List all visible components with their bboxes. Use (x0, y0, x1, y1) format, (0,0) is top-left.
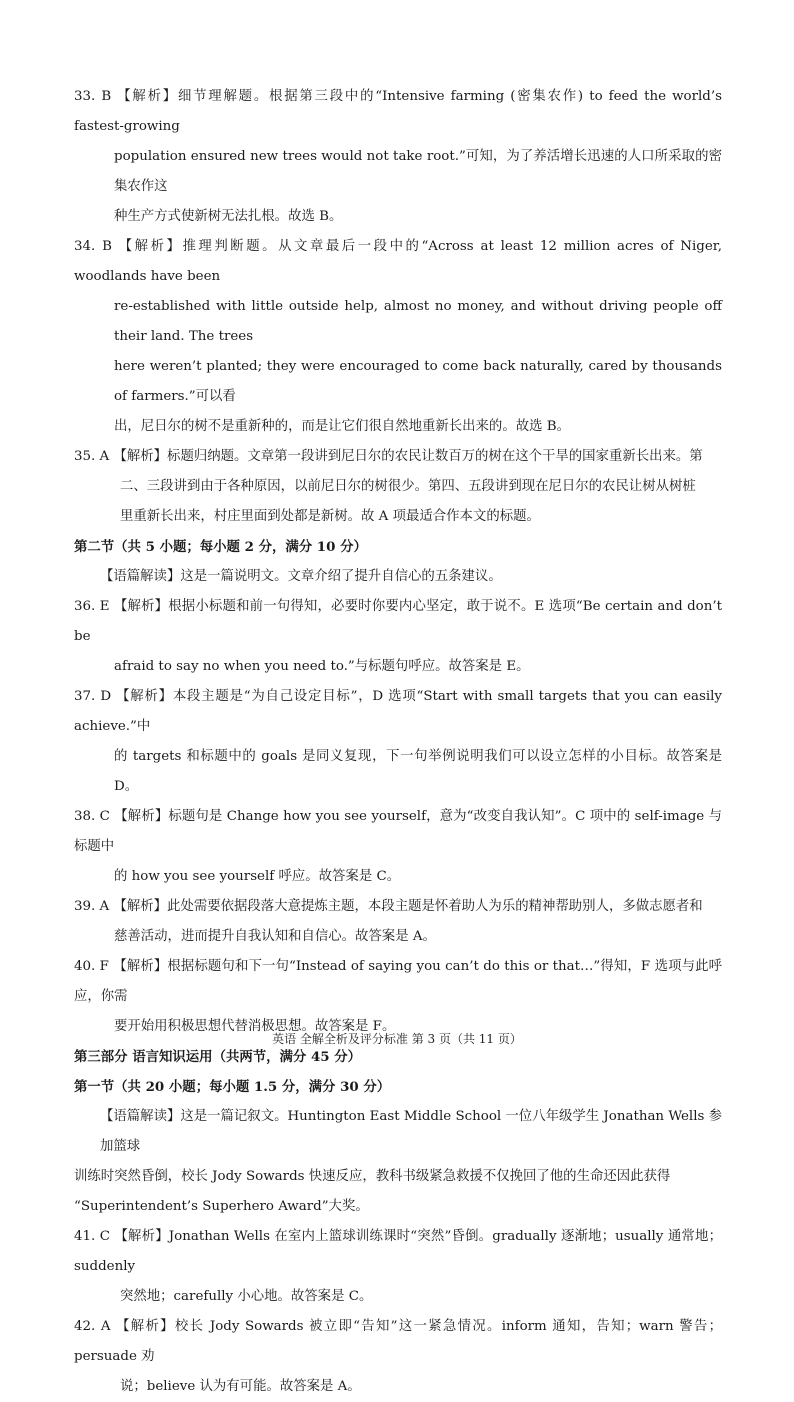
answer-number: 40. F (74, 959, 109, 974)
answer-text: here weren’t planted; they were encouraged to come back naturally, cared by thousands of farmers.”可以看 (114, 359, 722, 404)
answer-40 (74, 952, 722, 1042)
answer-number: 42. A (74, 1319, 111, 1334)
answer-38 (74, 802, 722, 892)
answer-text: 【解析】根据小标题和前一句得知，必要时你要内心坚定，敢于说不。E 选项“Be certain and don’t be (74, 599, 722, 644)
section1-heading: 第一节（共 20 小题；每小题 1.5 分，满分 30 分） (74, 1079, 391, 1095)
answer-text: 里重新长出来，村庄里面到处都是新树。故 A 项最适合作本文的标题。 (120, 509, 540, 524)
answer-37 (74, 682, 722, 802)
answer-text: 【解析】标题句是 Change how you see yourself，意为“改变自我认知”。C 项中的 self-image 与标题中 (74, 809, 722, 854)
answer-text: 【解析】校长 Jody Sowards 被立即“告知”这一紧急情况。inform 通知，告知；warn 警告；persuade 劝 (74, 1319, 722, 1364)
answer-text: 的 how you see yourself 呼应。故答案是 C。 (114, 869, 401, 884)
answer-text: 【解析】细节理解题。根据第三段中的“Intensive farming (密集农作) to feed the world’s fastest-growing (74, 89, 722, 134)
answer-39 (74, 892, 722, 952)
answer-text: 说；believe 认为有可能。故答案是 A。 (120, 1379, 361, 1394)
answer-35 (74, 442, 722, 532)
answer-41 (74, 1222, 722, 1312)
section2-intro: 【语篇解读】这是一篇说明文。文章介绍了提升自信心的五条建议。 (100, 569, 502, 584)
section1-intro: 【语篇解读】这是一篇记叙文。Huntington East Middle School 一位八年级学生 Jonathan Wells 参加篮球 训练时突然昏倒，校长 Jody Sowards 快速反应，教科书级紧急救援不仅挽回了他的生命还因此获得 “Superintendent’s Superhero Award”大奖。 (74, 1109, 722, 1214)
answer-text: 【解析】此处需要依据段落大意提炼主题，本段主题是怀着助人为乐的精神帮助别人，多做志愿者和 (113, 899, 703, 914)
answer-text: 要开始用积极思想代替消极思想。故答案是 F。 (114, 1019, 396, 1034)
answer-text: 【解析】标题归纳题。文章第一段讲到尼日尔的农民让数百万的树在这个干旱的国家重新长出来。第 (113, 449, 703, 464)
answer-text: 出，尼日尔的树不是重新种的，而是让它们很自然地重新长出来的。故选 B。 (114, 419, 570, 434)
answer-text: 【解析】根据标题句和下一句“Instead of saying you can’t do this or that…”得知，F 选项与此呼应，你需 (74, 959, 723, 1004)
answer-text: afraid to say no when you need to.”与标题句呼应。故答案是 E。 (114, 659, 530, 674)
answer-number: 38. C (74, 809, 110, 824)
answer-text: re-established with little outside help, almost no money, and without driving people off their land. The trees (114, 299, 722, 344)
answer-34 (74, 232, 722, 442)
page-footer: 英语 全解全析及评分标准 第 3 页（共 11 页） (272, 1032, 522, 1046)
part3-heading: 第三部分 语言知识运用（共两节，满分 45 分） (74, 1049, 362, 1065)
answer-36 (74, 592, 722, 682)
answer-text: 【解析】Jonathan Wells 在室内上篮球训练课时“突然”昏倒。gradually 逐渐地；usually 通常地；suddenly (74, 1229, 722, 1274)
answer-42 (74, 1312, 722, 1402)
answer-text: 二、三段讲到由于各种原因，以前尼日尔的树很少。第四、五段讲到现在尼日尔的农民让树从树桩 (120, 479, 696, 494)
answer-number: 34. B (74, 239, 112, 254)
answer-number: 33. B (74, 89, 112, 104)
answer-number: 35. A (74, 449, 110, 464)
answer-number: 37. D (74, 689, 112, 704)
answer-number: 39. A (74, 899, 110, 914)
answer-number: 41. C (74, 1229, 110, 1244)
answer-text: 【解析】推理判断题。从文章最后一段中的“Across at least 12 million acres of Niger, woodlands have been (74, 239, 722, 284)
answer-text: population ensured new trees would not take root.”可知，为了养活增长迅速的人口所采取的密集农作这 (114, 149, 722, 194)
answer-text: 突然地；carefully 小心地。故答案是 C。 (120, 1289, 373, 1304)
page-content (74, 82, 722, 1402)
answer-number: 36. E (74, 599, 110, 614)
answer-text: 种生产方式使新树无法扎根。故选 B。 (114, 209, 343, 224)
section2-heading: 第二节（共 5 小题；每小题 2 分，满分 10 分） (74, 539, 367, 555)
answer-text: 【解析】本段主题是“为自己设定目标”，D 选项“Start with small targets that you can easily achieve.”中 (74, 689, 722, 734)
answer-text: 慈善活动，进而提升自我认知和自信心。故答案是 A。 (114, 929, 436, 944)
answer-33 (74, 82, 722, 232)
answer-text: 的 targets 和标题中的 goals 是同义复现，下一句举例说明我们可以设立怎样的小目标。故答案是 D。 (114, 749, 722, 794)
